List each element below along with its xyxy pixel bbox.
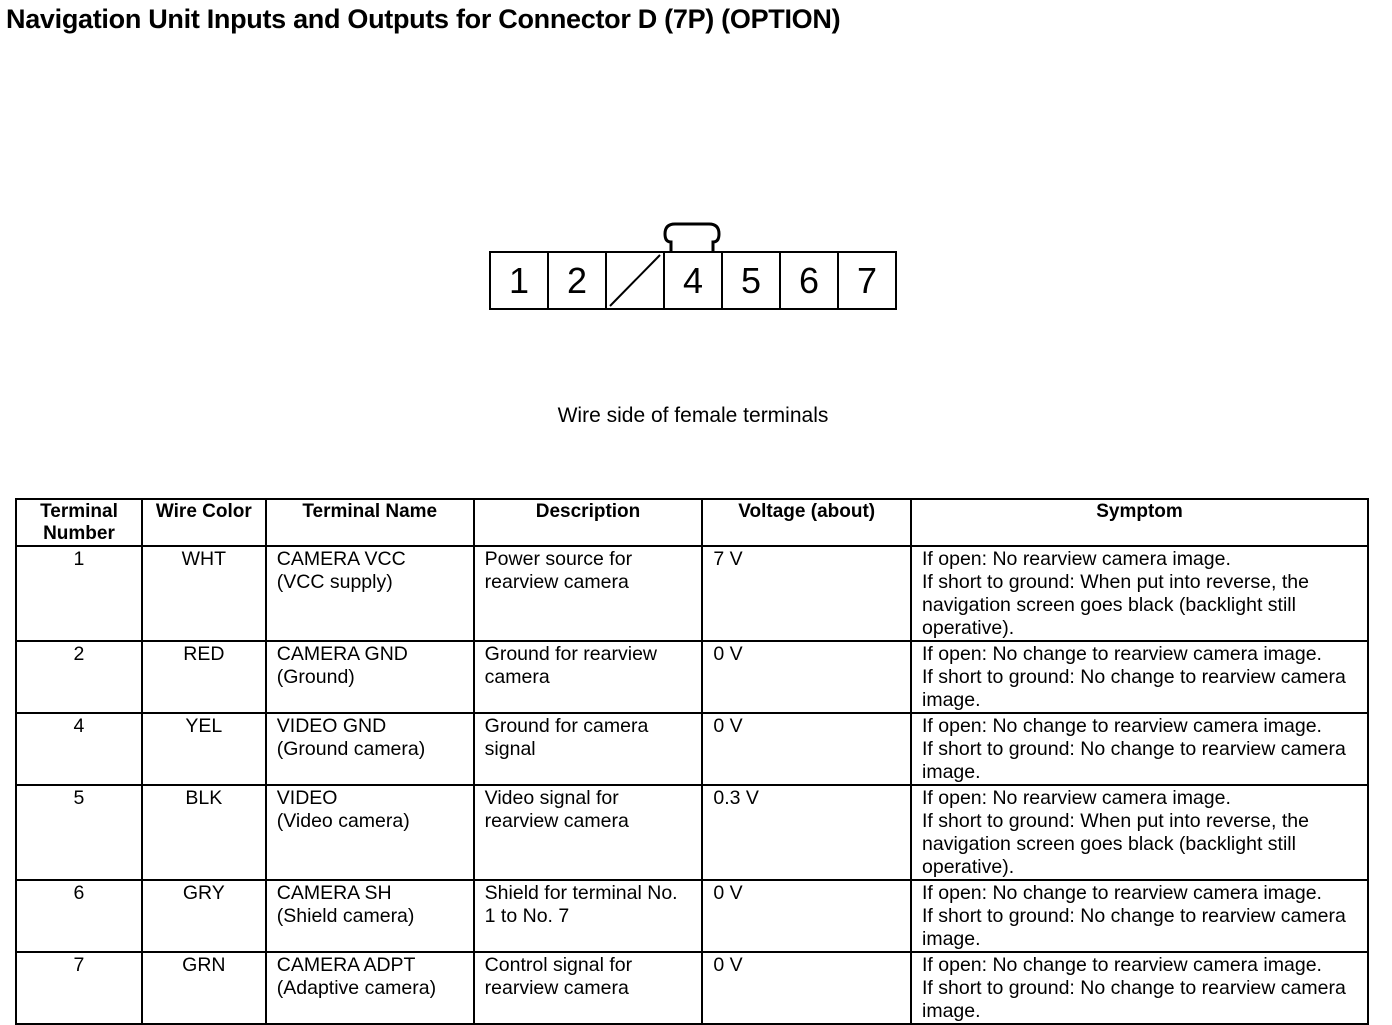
cell-terminal-name bbox=[266, 713, 474, 785]
cell-wire-color: BLK bbox=[142, 785, 266, 880]
cell-voltage: 0 V bbox=[702, 952, 911, 1024]
symptom-open: If open: No rearview camera image. bbox=[922, 787, 1231, 809]
cell-terminal-name bbox=[266, 546, 474, 641]
cell-terminal-name bbox=[266, 880, 474, 952]
symptom-open: If open: No change to rearview camera image. bbox=[922, 882, 1322, 904]
terminal-name-sub: (Ground camera) bbox=[276, 738, 426, 760]
terminal-cell: 4 bbox=[665, 253, 723, 308]
cell-symptom bbox=[911, 641, 1368, 713]
header-symptom: Symptom bbox=[911, 499, 1368, 546]
cell-voltage: 7 V bbox=[702, 546, 911, 641]
cell-voltage: 0 V bbox=[702, 641, 911, 713]
symptom-open: If open: No change to rearview camera image. bbox=[922, 643, 1322, 665]
cell-symptom bbox=[911, 952, 1368, 1024]
cell-symptom bbox=[911, 713, 1368, 785]
header-description: Description bbox=[474, 499, 703, 546]
cell-voltage: 0 V bbox=[702, 713, 911, 785]
cell-symptom bbox=[911, 546, 1368, 641]
cell-description: Power source for rearview camera bbox=[474, 546, 703, 641]
cell-description: Video signal for rearview camera bbox=[474, 785, 703, 880]
terminal-name: VIDEO GND bbox=[276, 715, 387, 737]
cell-wire-color: RED bbox=[142, 641, 266, 713]
cell-terminal-name bbox=[266, 785, 474, 880]
header-voltage: Voltage (about) bbox=[702, 499, 911, 546]
cell-wire-color: GRY bbox=[142, 880, 266, 952]
cell-terminal-name bbox=[266, 952, 474, 1024]
cell-wire-color: YEL bbox=[142, 713, 266, 785]
cell-terminal: 2 bbox=[16, 641, 142, 713]
unused-slash-icon bbox=[607, 253, 663, 308]
cell-terminal: 4 bbox=[16, 713, 142, 785]
header-wire-color: Wire Color bbox=[142, 499, 266, 546]
symptom-open: If open: No rearview camera image. bbox=[922, 548, 1231, 570]
terminal-cell: 2 bbox=[549, 253, 607, 308]
symptom-open: If open: No change to rearview camera image. bbox=[922, 715, 1322, 737]
connector-latch-icon bbox=[663, 222, 723, 253]
header-terminal-number: Terminal Number bbox=[16, 499, 142, 546]
page-title: Navigation Unit Inputs and Outputs for Connector D (7P) (OPTION) bbox=[6, 4, 841, 34]
table-row bbox=[16, 641, 1368, 713]
cell-description: Control signal for rearview camera bbox=[474, 952, 703, 1024]
cell-terminal: 7 bbox=[16, 952, 142, 1024]
symptom-short: If short to ground: No change to rearview camera image. bbox=[922, 738, 1346, 783]
header-terminal-name: Terminal Name bbox=[266, 499, 474, 546]
cell-terminal: 1 bbox=[16, 546, 142, 641]
terminal-cell: 7 bbox=[856, 259, 878, 301]
symptom-short: If short to ground: No change to rearview camera image. bbox=[922, 977, 1346, 1022]
terminal-cell: 1 bbox=[491, 253, 549, 308]
table-row bbox=[16, 713, 1368, 785]
cell-voltage: 0.3 V bbox=[702, 785, 911, 880]
terminal-name: CAMERA GND bbox=[276, 643, 408, 665]
cell-wire-color: GRN bbox=[142, 952, 266, 1024]
terminal-cell: 6 bbox=[781, 253, 839, 308]
symptom-short: If short to ground: When put into reverse, the navigation screen goes black (backlight still operative). bbox=[922, 571, 1309, 639]
cell-wire-color: WHT bbox=[142, 546, 266, 641]
connector-caption: Wire side of female terminals bbox=[557, 404, 829, 427]
table-row bbox=[16, 785, 1368, 880]
terminal-name: CAMERA SH bbox=[276, 882, 392, 904]
unused-terminal-cell bbox=[607, 253, 665, 308]
terminal-name: CAMERA ADPT bbox=[276, 954, 416, 976]
terminal-name-sub: (Shield camera) bbox=[276, 905, 415, 927]
terminal-name-sub: (Adaptive camera) bbox=[276, 977, 437, 999]
terminal-name-sub: (Ground) bbox=[276, 666, 355, 688]
cell-description: Ground for camera signal bbox=[474, 713, 703, 785]
cell-terminal-name bbox=[266, 641, 474, 713]
table-row bbox=[16, 546, 1368, 641]
symptom-short: If short to ground: When put into reverse, the navigation screen goes black (backlight still operative). bbox=[922, 810, 1309, 878]
terminal-name-sub: (VCC supply) bbox=[276, 571, 393, 593]
connector-diagram bbox=[489, 251, 897, 310]
cell-terminal: 6 bbox=[16, 880, 142, 952]
terminal-name: VIDEO bbox=[276, 787, 338, 809]
terminal-name-sub: (Video camera) bbox=[276, 810, 410, 832]
table-row bbox=[16, 880, 1368, 952]
terminal-cell: 5 bbox=[723, 253, 781, 308]
cell-description: Ground for rearview camera bbox=[474, 641, 703, 713]
cell-terminal: 5 bbox=[16, 785, 142, 880]
symptom-open: If open: No change to rearview camera image. bbox=[922, 954, 1322, 976]
cell-symptom bbox=[911, 785, 1368, 880]
cell-voltage: 0 V bbox=[702, 880, 911, 952]
terminal-table bbox=[15, 498, 1369, 1025]
symptom-short: If short to ground: No change to rearview camera image. bbox=[922, 905, 1346, 950]
terminal-name: CAMERA VCC bbox=[276, 548, 406, 570]
cell-symptom bbox=[911, 880, 1368, 952]
table-row bbox=[16, 952, 1368, 1024]
table-header-row bbox=[16, 499, 1368, 546]
cell-description: Shield for terminal No. 1 to No. 7 bbox=[474, 880, 703, 952]
symptom-short: If short to ground: No change to rearview camera image. bbox=[922, 666, 1346, 711]
